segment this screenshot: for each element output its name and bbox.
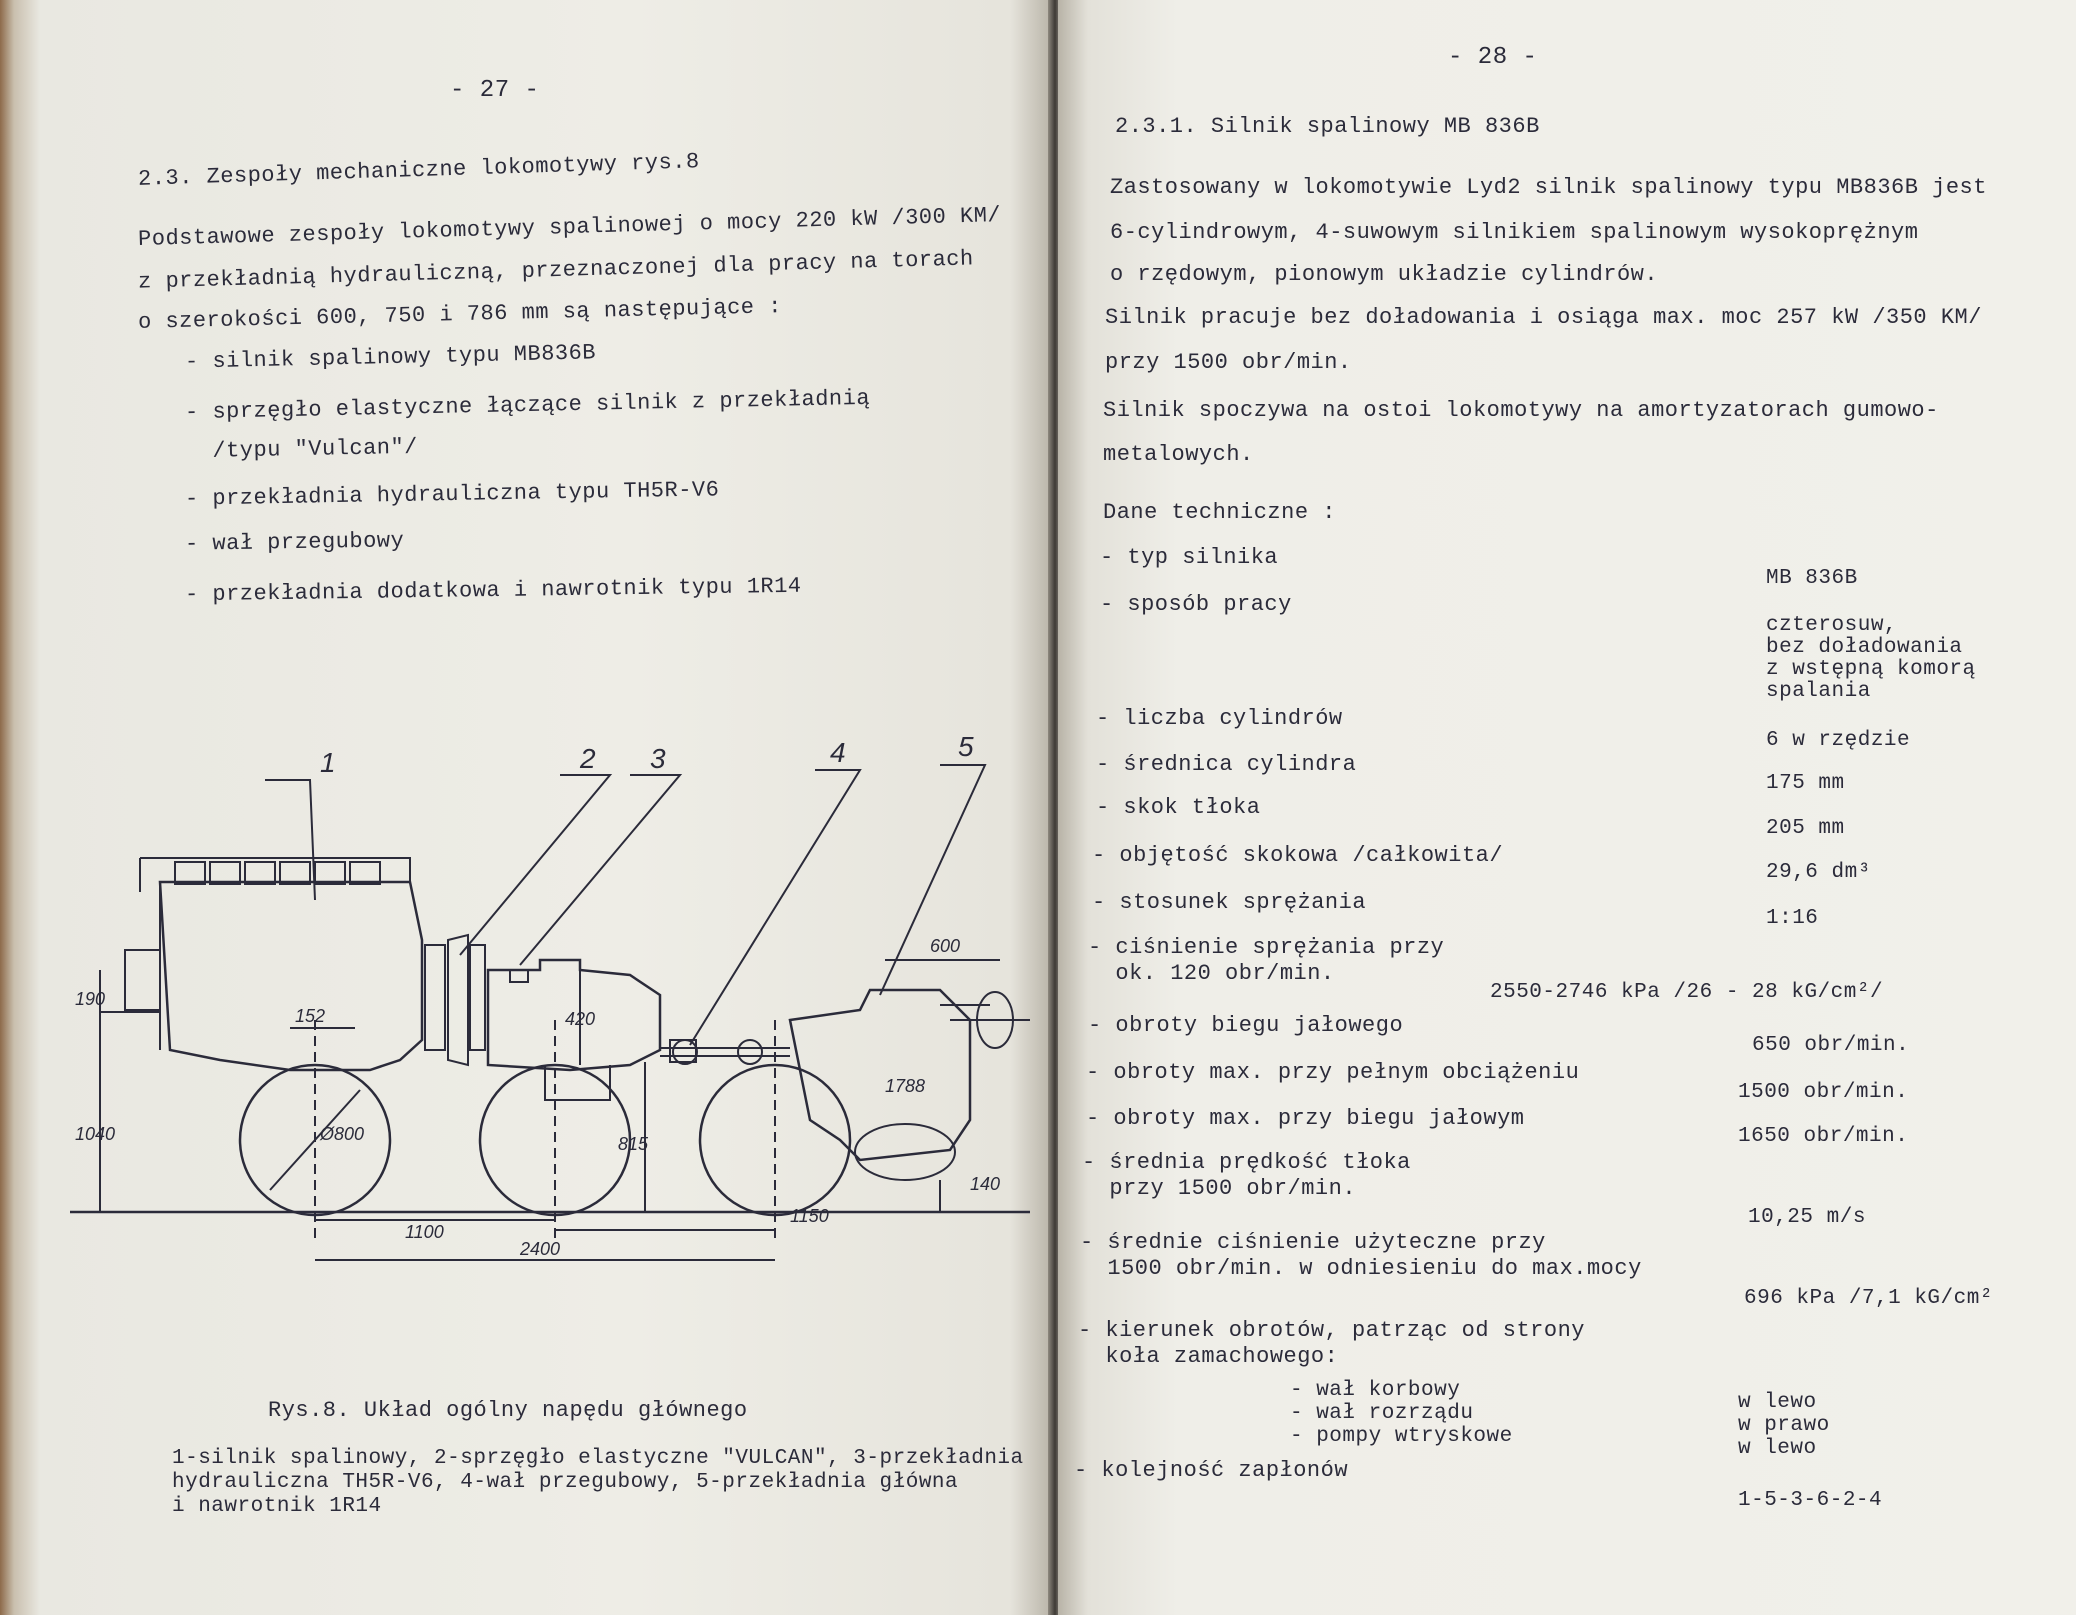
paragraph-line: Silnik pracuje bez doładowania i osiąga max. moc 257 kW /350 KM/: [1105, 305, 1982, 330]
spec-value: MB 836B: [1766, 567, 1858, 590]
list-item: - przekładnia dodatkowa i nawrotnik typu 1R14: [184, 573, 802, 608]
paragraph-line: Zastosowany w lokomotywie Lyd2 silnik spalinowy typu MB836B jest: [1110, 175, 1987, 200]
dim-2400: 2400: [520, 1239, 561, 1259]
dim-1788: 1788: [885, 1076, 926, 1096]
spec-value: czterosuw, bez doładowania z wstępną komorą spalania: [1766, 614, 1976, 703]
spec-label: - kolejność zapłonów: [1074, 1458, 1349, 1483]
figure-caption-line: i nawrotnik 1R14: [172, 1495, 382, 1518]
callout-2: 2: [580, 743, 596, 774]
list-item: - wał przegubowy: [184, 528, 405, 557]
tech-data-heading: Dane techniczne :: [1103, 500, 1336, 525]
dim-1100: 1100: [405, 1222, 444, 1242]
paragraph-line: metalowych.: [1103, 442, 1254, 467]
spec-label: - średnia prędkość tłoka przy 1500 obr/min.: [1082, 1150, 1411, 1201]
right-page: [1058, 0, 2076, 1615]
list-item: /typu "Vulcan"/: [184, 434, 419, 465]
spec-value: w lewo: [1738, 1391, 1817, 1414]
dim-815: 815: [618, 1134, 649, 1154]
dim-800: Ø800: [320, 1124, 365, 1144]
page-number: - 27 -: [450, 77, 540, 104]
spec-label: - średnie ciśnienie użyteczne przy 1500 obr/min. w odniesieniu do max.mocy: [1080, 1230, 1642, 1281]
spec-value: w lewo: [1738, 1437, 1817, 1460]
spec-value: w prawo: [1738, 1414, 1830, 1437]
spec-value: 6 w rzędzie: [1766, 729, 1911, 752]
list-item: - przekładnia hydrauliczna typu TH5R-V6: [184, 477, 720, 512]
spec-label: - skok tłoka: [1096, 795, 1261, 820]
spec-label: - stosunek sprężania: [1092, 890, 1367, 915]
spec-label: - typ silnika: [1100, 545, 1279, 570]
spec-label: - ciśnienie sprężania przy ok. 120 obr/min.: [1088, 935, 1445, 986]
drive-layout-drawing: [70, 720, 1030, 1280]
intro-line: z przekładnią hydrauliczną, przeznaczonej dla pracy na torach: [137, 246, 975, 295]
figure-caption-line: 1-silnik spalinowy, 2-sprzęgło elastyczne "VULCAN", 3-przekładnia: [172, 1447, 1024, 1470]
callout-5: 5: [958, 731, 974, 762]
paragraph-line: o rzędowym, pionowym układzie cylindrów.: [1110, 262, 1659, 287]
spec-value: 1-5-3-6-2-4: [1738, 1489, 1883, 1512]
callout-3: 3: [650, 743, 666, 774]
dim-190: 190: [75, 989, 106, 1009]
spec-label: - kierunek obrotów, patrząc od strony koła zamachowego:: [1078, 1318, 1585, 1369]
dim-420: 420: [565, 1009, 596, 1029]
figure-caption-line: hydrauliczna TH5R-V6, 4-wał przegubowy, 5-przekładnia główna: [172, 1471, 959, 1494]
spec-value: 29,6 dm³: [1766, 861, 1871, 884]
spec-label: - sposób pracy: [1100, 592, 1292, 617]
list-item: - silnik spalinowy typu MB836B: [184, 340, 597, 375]
dim-1040: 1040: [75, 1124, 116, 1144]
paragraph-line: Silnik spoczywa na ostoi lokomotywy na amortyzatorach gumowo-: [1103, 398, 1939, 423]
dim-152: 152: [295, 1006, 326, 1026]
spec-label: - pompy wtryskowe: [1290, 1425, 1513, 1448]
spec-value: 2550-2746 kPa /26 - 28 kG/cm²/: [1490, 981, 1884, 1004]
spec-value: 10,25 m/s: [1748, 1206, 1866, 1229]
spec-label: - obroty max. przy pełnym obciążeniu: [1086, 1060, 1580, 1085]
intro-line: o szerokości 600, 750 i 786 mm są następujące :: [137, 294, 783, 335]
spec-label: - liczba cylindrów: [1096, 706, 1343, 731]
spec-value: 175 mm: [1766, 772, 1845, 795]
spec-value: 1:16: [1766, 907, 1819, 930]
paragraph-line: 6-cylindrowym, 4-suwowym silnikiem spalinowym wysokoprężnym: [1110, 220, 1919, 245]
spec-label: - wał korbowy: [1290, 1379, 1461, 1402]
page-number: - 28 -: [1448, 44, 1538, 71]
section-heading: 2.3. Zespoły mechaniczne lokomotywy rys.8: [137, 149, 701, 192]
spec-label: - wał rozrządu: [1290, 1402, 1474, 1425]
spec-value: 1500 obr/min.: [1738, 1081, 1909, 1104]
intro-line: Podstawowe zespoły lokomotywy spalinowej o mocy 220 kW /300 KM/: [137, 202, 1002, 253]
list-item: - sprzęgło elastyczne łączące silnik z przekładnią: [184, 385, 871, 426]
spec-label: - średnica cylindra: [1096, 752, 1357, 777]
dim-600: 600: [930, 936, 961, 956]
spec-label: - obroty biegu jałowego: [1088, 1013, 1404, 1038]
spec-label: - obroty max. przy biegu jałowym: [1086, 1106, 1525, 1131]
callout-1: 1: [320, 747, 336, 778]
figure-caption-title: Rys.8. Układ ogólny napędu głównego: [268, 1398, 748, 1423]
spec-value: 1650 obr/min.: [1738, 1125, 1909, 1148]
spec-value: 696 kPa /7,1 kG/cm²: [1744, 1287, 1993, 1310]
spec-value: 650 obr/min.: [1752, 1034, 1910, 1057]
callout-4: 4: [830, 737, 846, 768]
spec-label: - objętość skokowa /całkowita/: [1092, 843, 1504, 868]
spec-value: 205 mm: [1766, 817, 1845, 840]
dim-1150: 1150: [790, 1206, 829, 1226]
dim-140: 140: [970, 1174, 1001, 1194]
section-heading: 2.3.1. Silnik spalinowy MB 836B: [1115, 114, 1540, 139]
paragraph-line: przy 1500 obr/min.: [1105, 350, 1352, 375]
